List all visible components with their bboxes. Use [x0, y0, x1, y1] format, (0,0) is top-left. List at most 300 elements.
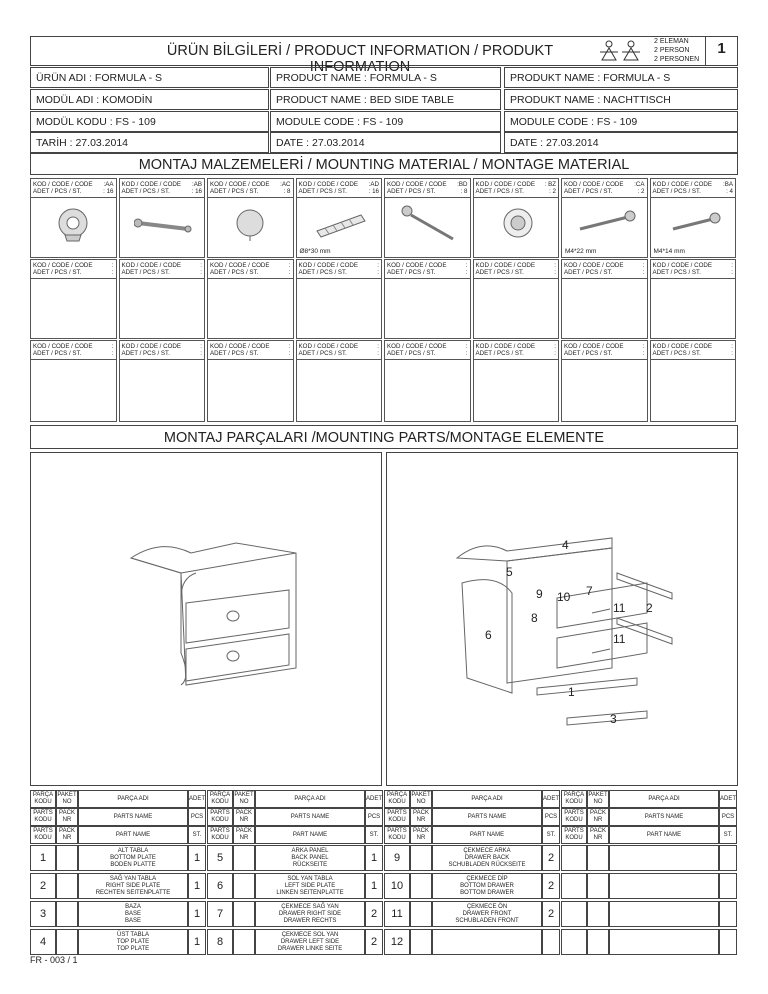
material-qty-line [476, 350, 557, 358]
material-divider [474, 359, 559, 360]
screw-icon [399, 203, 459, 243]
material-cell [207, 178, 294, 258]
material-qty-value: : [200, 269, 202, 276]
material-code-label: KOD / CODE / CODE [33, 181, 93, 188]
material-qty-label: ADET / PCS / ST. [33, 269, 82, 276]
material-qty-line [387, 350, 468, 358]
part-number: 9 [384, 845, 410, 871]
table-header-cell: ADET [542, 790, 560, 808]
part-quantity: 1 [365, 845, 383, 871]
table-header-cell: PAKET NO [410, 790, 432, 808]
part-name-line: BOTTOM PLATE [110, 854, 156, 861]
table-header-cell: PART NAME [78, 826, 188, 844]
part-name-line: DRAWER LINKE SEITE [277, 945, 343, 952]
table-header-cell: PARÇA KODU [384, 790, 410, 808]
parts-title: MONTAJ PARÇALARI /MOUNTING PARTS/MONTAGE ELEMENTE [163, 430, 605, 446]
material-divider [208, 278, 293, 279]
page-title: ÜRÜN BİLGİLERİ / PRODUCT INFORMATION / PRODUKT INFORMATION [166, 43, 554, 75]
material-code-label: KOD / CODE / CODE [475, 262, 535, 269]
material-code-value: : [288, 343, 291, 350]
material-code-value: : [377, 262, 379, 269]
material-qty-label: ADET / PCS / ST. [387, 188, 436, 195]
material-qty-value: : [642, 350, 645, 357]
material-qty-label: ADET / PCS / ST. [121, 350, 170, 357]
material-qty-value: : [465, 269, 468, 276]
table-header-cell: PAKET NO [587, 790, 609, 808]
material-code-label: KOD / CODE / CODE [298, 343, 358, 350]
material-qty-label: ADET / PCS / ST. [387, 350, 436, 357]
info-cell-0-2: PRODUKT NAME : FORMULA - S [504, 67, 738, 88]
material-code-value: : [111, 262, 114, 269]
material-code-label: KOD / CODE / CODE [652, 181, 712, 188]
material-cell [30, 259, 117, 339]
material-size: Ø8*30 mm [299, 248, 331, 255]
part-number: 3 [30, 901, 56, 927]
material-cell [650, 178, 737, 258]
callout-number: 10 [557, 590, 571, 604]
person-count-de: 2 PERSONEN [654, 56, 700, 63]
part-quantity [542, 929, 560, 955]
material-qty-label: ADET / PCS / ST. [210, 269, 259, 276]
info-cell-2-1: MODULE CODE : FS - 109 [270, 111, 501, 132]
info-cell-1-0: MODÜL ADI : KOMODİN [30, 89, 269, 110]
person-count-en: 2 PERSON [654, 47, 690, 54]
material-divider [31, 197, 116, 198]
material-code-value: : [731, 262, 733, 269]
material-qty-value: : 8 [460, 188, 468, 195]
material-code-value: : [465, 262, 468, 269]
info-cell-0-1: PRODUCT NAME : FORMULA - S [270, 67, 501, 88]
form-code: FR - 003 / 1 [30, 955, 78, 965]
part-name-line: LEFT SIDE PLATE [284, 882, 336, 889]
material-divider [120, 278, 205, 279]
part-name-line: BODEN PLATTE [110, 861, 156, 868]
part-quantity: 1 [188, 845, 206, 871]
assembled-drawing [31, 453, 381, 785]
material-qty-line [387, 269, 468, 277]
table-header-cell: ST. [365, 826, 383, 844]
material-qty-line [210, 269, 291, 277]
part-name-line: ÇEKMECE SOL YAN [281, 931, 339, 938]
materials-title: MONTAJ MALZEMELERİ / MOUNTING MATERIAL / MONTAGE MATERIAL [138, 157, 630, 173]
table-header-cell: PCS [365, 808, 383, 826]
material-qty-line [299, 188, 380, 196]
callout-number: 4 [562, 538, 569, 552]
part-quantity: 1 [365, 873, 383, 899]
part-name [78, 901, 188, 927]
part-number: 5 [207, 845, 233, 871]
material-divider [651, 359, 736, 360]
table-header-cell: PACK NR [410, 808, 432, 826]
material-qty-line [476, 188, 557, 196]
material-code-value: :AD [368, 181, 379, 188]
material-divider [474, 197, 559, 198]
cover-cap-icon [222, 203, 282, 243]
table-header-cell: PARTS KODU [30, 808, 56, 826]
part-name-line: SCHUBLADEN RÜCKSEITE [448, 861, 526, 868]
part-name-line: TOP PLATE [116, 938, 150, 945]
callout-number: 8 [531, 611, 538, 625]
table-header-cell: PARÇA KODU [561, 790, 587, 808]
material-qty-label: ADET / PCS / ST. [33, 350, 82, 357]
part-name-line: BACK PANEL [291, 854, 329, 861]
material-code-value: : [642, 343, 645, 350]
part-name-line: RIGHT SIDE PLATE [105, 882, 161, 889]
table-header-cell: PARTS KODU [561, 808, 587, 826]
material-cell [384, 259, 471, 339]
material-qty-line [653, 188, 734, 196]
part-name-line: DRAWER LEFT SIDE [280, 938, 340, 945]
material-code-label: KOD / CODE / CODE [33, 262, 93, 269]
table-header-cell: ADET [719, 790, 737, 808]
material-qty-value: : [731, 269, 733, 276]
part-name-line: ÇEKMECE ÖN [466, 903, 508, 910]
material-code-value: :AA [103, 181, 114, 188]
material-qty-label: ADET / PCS / ST. [652, 269, 701, 276]
material-qty-label: ADET / PCS / ST. [652, 350, 701, 357]
pack-number [56, 873, 78, 899]
part-name-line: BAZA [125, 903, 141, 910]
part-name-line: RÜCKSEITE [292, 861, 328, 868]
material-code-label: KOD / CODE / CODE [121, 181, 181, 188]
part-number: 1 [30, 845, 56, 871]
table-header-cell: PACK NR [587, 826, 609, 844]
part-name [432, 873, 542, 899]
part-name [432, 929, 542, 955]
part-name-line: DRAWER RECHTS [283, 917, 337, 924]
material-divider [31, 359, 116, 360]
material-qty-line [564, 188, 645, 196]
part-number [561, 901, 587, 927]
material-cell [473, 178, 560, 258]
part-name [609, 929, 719, 955]
material-divider [297, 197, 382, 198]
material-qty-value: : [731, 350, 733, 357]
material-qty-line [122, 350, 203, 358]
material-code-value: : [111, 343, 114, 350]
table-header-cell: PARTS NAME [78, 808, 188, 826]
material-qty-label: ADET / PCS / ST. [33, 188, 82, 195]
table-header-cell: PARÇA ADI [255, 790, 365, 808]
pack-number [233, 845, 255, 871]
part-quantity [719, 873, 737, 899]
part-name-line: ÇEKMECE SAĞ YAN [281, 903, 339, 910]
part-name [78, 873, 188, 899]
table-header-cell: PACK NR [56, 808, 78, 826]
material-qty-value: : [642, 269, 645, 276]
callout-number: 5 [506, 565, 513, 579]
table-header-cell: PART NAME [609, 826, 719, 844]
material-qty-line [299, 269, 380, 277]
person-count-tr: 2 ELEMAN [654, 38, 689, 45]
part-quantity: 1 [188, 901, 206, 927]
material-code-label: KOD / CODE / CODE [564, 262, 624, 269]
part-name-line: DRAWER FRONT [462, 910, 512, 917]
info-cell-3-0: TARİH : 27.03.2014 [30, 132, 269, 153]
material-qty-value: : [111, 269, 114, 276]
material-cell [561, 178, 648, 258]
table-header-cell: PART NAME [255, 826, 365, 844]
material-divider [208, 359, 293, 360]
material-qty-label: ADET / PCS / ST. [564, 350, 613, 357]
material-code-value: :BD [457, 181, 468, 188]
material-size: M4*14 mm [653, 248, 685, 255]
info-cell-3-1: DATE : 27.03.2014 [270, 132, 501, 153]
pack-number [587, 901, 609, 927]
material-cell [650, 340, 737, 422]
table-header-cell: ST. [542, 826, 560, 844]
material-qty-label: ADET / PCS / ST. [298, 350, 347, 357]
material-cell [207, 259, 294, 339]
info-cell-2-0: MODÜL KODU : FS - 109 [30, 111, 269, 132]
table-header-cell: PACK NR [233, 808, 255, 826]
part-number: 11 [384, 901, 410, 927]
material-cell [650, 259, 737, 339]
material-qty-label: ADET / PCS / ST. [298, 269, 347, 276]
material-divider [474, 278, 559, 279]
material-qty-line [122, 269, 203, 277]
part-quantity [719, 845, 737, 871]
part-name [432, 845, 542, 871]
material-code-label: KOD / CODE / CODE [564, 343, 624, 350]
table-header-cell: ST. [188, 826, 206, 844]
part-quantity [719, 901, 737, 927]
material-code-label: KOD / CODE / CODE [298, 262, 358, 269]
material-qty-value: : 16 [103, 188, 114, 195]
part-name-line: DRAWER RIGHT SIDE [278, 910, 342, 917]
part-number [561, 873, 587, 899]
material-qty-line [210, 188, 291, 196]
material-qty-line [564, 350, 645, 358]
material-code-value: :CA [634, 181, 645, 188]
material-divider [297, 359, 382, 360]
part-number: 8 [207, 929, 233, 955]
material-cell [561, 340, 648, 422]
part-name [255, 845, 365, 871]
material-qty-line [33, 350, 114, 358]
material-qty-value: : [377, 269, 379, 276]
wooden-dowel-icon [311, 203, 371, 243]
info-cell-0-0: ÜRÜN ADI : FORMULA - S [30, 67, 269, 88]
pack-number [56, 845, 78, 871]
material-cell [30, 178, 117, 258]
person-count [654, 37, 699, 64]
material-code-value: :BA [723, 181, 733, 188]
part-quantity: 1 [188, 873, 206, 899]
material-cell [119, 259, 206, 339]
material-qty-value: : [377, 350, 379, 357]
pack-number [233, 929, 255, 955]
table-header-cell: PARTS KODU [561, 826, 587, 844]
table-header-cell: PACK NR [587, 808, 609, 826]
part-name-line: SAĞ YAN TABLA [109, 875, 157, 882]
pack-number [410, 901, 432, 927]
material-code-value: :AB [192, 181, 202, 188]
part-number: 6 [207, 873, 233, 899]
material-cell [561, 259, 648, 339]
material-cell [296, 259, 383, 339]
pack-number [233, 901, 255, 927]
part-number: 12 [384, 929, 410, 955]
part-quantity: 2 [542, 873, 560, 899]
material-code-label: KOD / CODE / CODE [387, 181, 447, 188]
table-header-cell: PARTS KODU [384, 808, 410, 826]
material-qty-line [122, 188, 203, 196]
table-header-cell: PACK NR [56, 826, 78, 844]
cam-lock-icon [45, 203, 105, 243]
material-cell [384, 340, 471, 422]
table-header-cell: PART NAME [432, 826, 542, 844]
part-name-line: BOTTOM DRAWER [460, 882, 514, 889]
part-name-line: ÇEKMECE ARKA [463, 847, 511, 854]
material-qty-value: : [554, 350, 556, 357]
part-name-line: BOTTOM DRAWER [460, 889, 514, 896]
part-name [255, 929, 365, 955]
pack-number [587, 845, 609, 871]
pack-number [56, 929, 78, 955]
pack-number [410, 845, 432, 871]
pack-number [587, 929, 609, 955]
callout-number: 7 [586, 584, 593, 598]
pack-number [410, 873, 432, 899]
part-quantity: 2 [365, 901, 383, 927]
part-name [432, 901, 542, 927]
page-number: 1 [717, 40, 726, 57]
material-qty-value: : 16 [191, 188, 202, 195]
material-divider [385, 359, 470, 360]
material-cell [207, 340, 294, 422]
material-qty-value: : [288, 269, 291, 276]
material-code-label: KOD / CODE / CODE [387, 262, 447, 269]
material-divider [651, 197, 736, 198]
material-qty-value: : [200, 350, 202, 357]
pack-number [56, 901, 78, 927]
callout-number: 6 [485, 628, 492, 642]
part-name [78, 845, 188, 871]
material-code-label: KOD / CODE / CODE [652, 262, 712, 269]
screw-icon [665, 203, 725, 243]
part-quantity [719, 929, 737, 955]
table-header-cell: PARTS KODU [30, 826, 56, 844]
material-code-value: : [465, 343, 468, 350]
material-divider [31, 278, 116, 279]
wheel-icon [488, 203, 548, 243]
part-number: 10 [384, 873, 410, 899]
material-cell [296, 178, 383, 258]
material-code-value: : [554, 262, 556, 269]
table-header-cell: PCS [542, 808, 560, 826]
material-qty-line [387, 188, 468, 196]
part-quantity: 2 [542, 901, 560, 927]
material-code-label: KOD / CODE / CODE [210, 181, 270, 188]
table-header-cell: ADET [188, 790, 206, 808]
material-qty-label: ADET / PCS / ST. [387, 269, 436, 276]
material-size: M4*22 mm [565, 248, 597, 255]
part-name-line: ÇEKMECE DİP [466, 875, 508, 882]
material-divider [120, 359, 205, 360]
part-name [255, 901, 365, 927]
material-cell [30, 340, 117, 422]
table-header-cell: PARTS KODU [384, 826, 410, 844]
material-qty-line [476, 269, 557, 277]
part-name-line: DRAWER BACK [464, 854, 510, 861]
table-header-cell: PARÇA ADI [609, 790, 719, 808]
part-name [609, 873, 719, 899]
material-qty-value: : 16 [368, 188, 379, 195]
material-qty-label: ADET / PCS / ST. [210, 188, 259, 195]
material-code-label: KOD / CODE / CODE [475, 343, 535, 350]
exploded-view [386, 452, 738, 786]
material-divider [562, 197, 647, 198]
part-quantity: 2 [365, 929, 383, 955]
material-qty-line [210, 350, 291, 358]
callout-number: 1 [568, 685, 575, 699]
material-qty-value: : [465, 350, 468, 357]
material-qty-label: ADET / PCS / ST. [298, 188, 347, 195]
exploded-drawing [387, 453, 737, 785]
part-number [561, 929, 587, 955]
assembled-view [30, 452, 382, 786]
material-divider [562, 359, 647, 360]
material-divider [120, 197, 205, 198]
table-header-cell: PARTS KODU [207, 826, 233, 844]
pack-number [587, 873, 609, 899]
table-header-cell: ADET [365, 790, 383, 808]
material-code-value: : [642, 262, 645, 269]
part-name-line: ARKA PANEL [291, 847, 329, 854]
material-code-label: KOD / CODE / CODE [210, 262, 270, 269]
material-qty-line [653, 350, 734, 358]
material-qty-value: : [554, 269, 556, 276]
pack-number [233, 873, 255, 899]
table-header-cell: ST. [719, 826, 737, 844]
material-code-value: : [200, 262, 202, 269]
info-cell-1-2: PRODUKT NAME : NACHTTISCH [504, 89, 738, 110]
material-qty-line [564, 269, 645, 277]
table-header-cell: PARÇA ADI [432, 790, 542, 808]
material-code-label: KOD / CODE / CODE [210, 343, 270, 350]
material-divider [297, 278, 382, 279]
part-number: 7 [207, 901, 233, 927]
person-icon [597, 38, 643, 64]
table-header-cell: PAKET NO [56, 790, 78, 808]
part-name [609, 901, 719, 927]
callout-number: 9 [536, 587, 543, 601]
material-cell [384, 178, 471, 258]
material-qty-label: ADET / PCS / ST. [475, 350, 524, 357]
part-name-line: ALT TABLA [117, 847, 149, 854]
table-header-cell: PARÇA KODU [30, 790, 56, 808]
table-header-cell: PARTS KODU [207, 808, 233, 826]
part-quantity: 2 [542, 845, 560, 871]
callout-number: 2 [646, 601, 653, 615]
material-divider [385, 278, 470, 279]
info-cell-2-2: MODULE CODE : FS - 109 [504, 111, 738, 132]
table-header-cell: PARTS NAME [432, 808, 542, 826]
part-name-line: ÜST TABLA [116, 931, 149, 938]
material-code-value: : [731, 343, 733, 350]
material-code-label: KOD / CODE / CODE [121, 262, 181, 269]
table-header-cell: PCS [188, 808, 206, 826]
material-qty-line [299, 350, 380, 358]
table-header-cell: PARTS NAME [255, 808, 365, 826]
table-header-cell: PACK NR [233, 826, 255, 844]
material-divider [651, 278, 736, 279]
material-cell [473, 259, 560, 339]
part-name-line: SOL YAN TABLA [287, 875, 333, 882]
material-code-label: KOD / CODE / CODE [652, 343, 712, 350]
material-cell [119, 178, 206, 258]
